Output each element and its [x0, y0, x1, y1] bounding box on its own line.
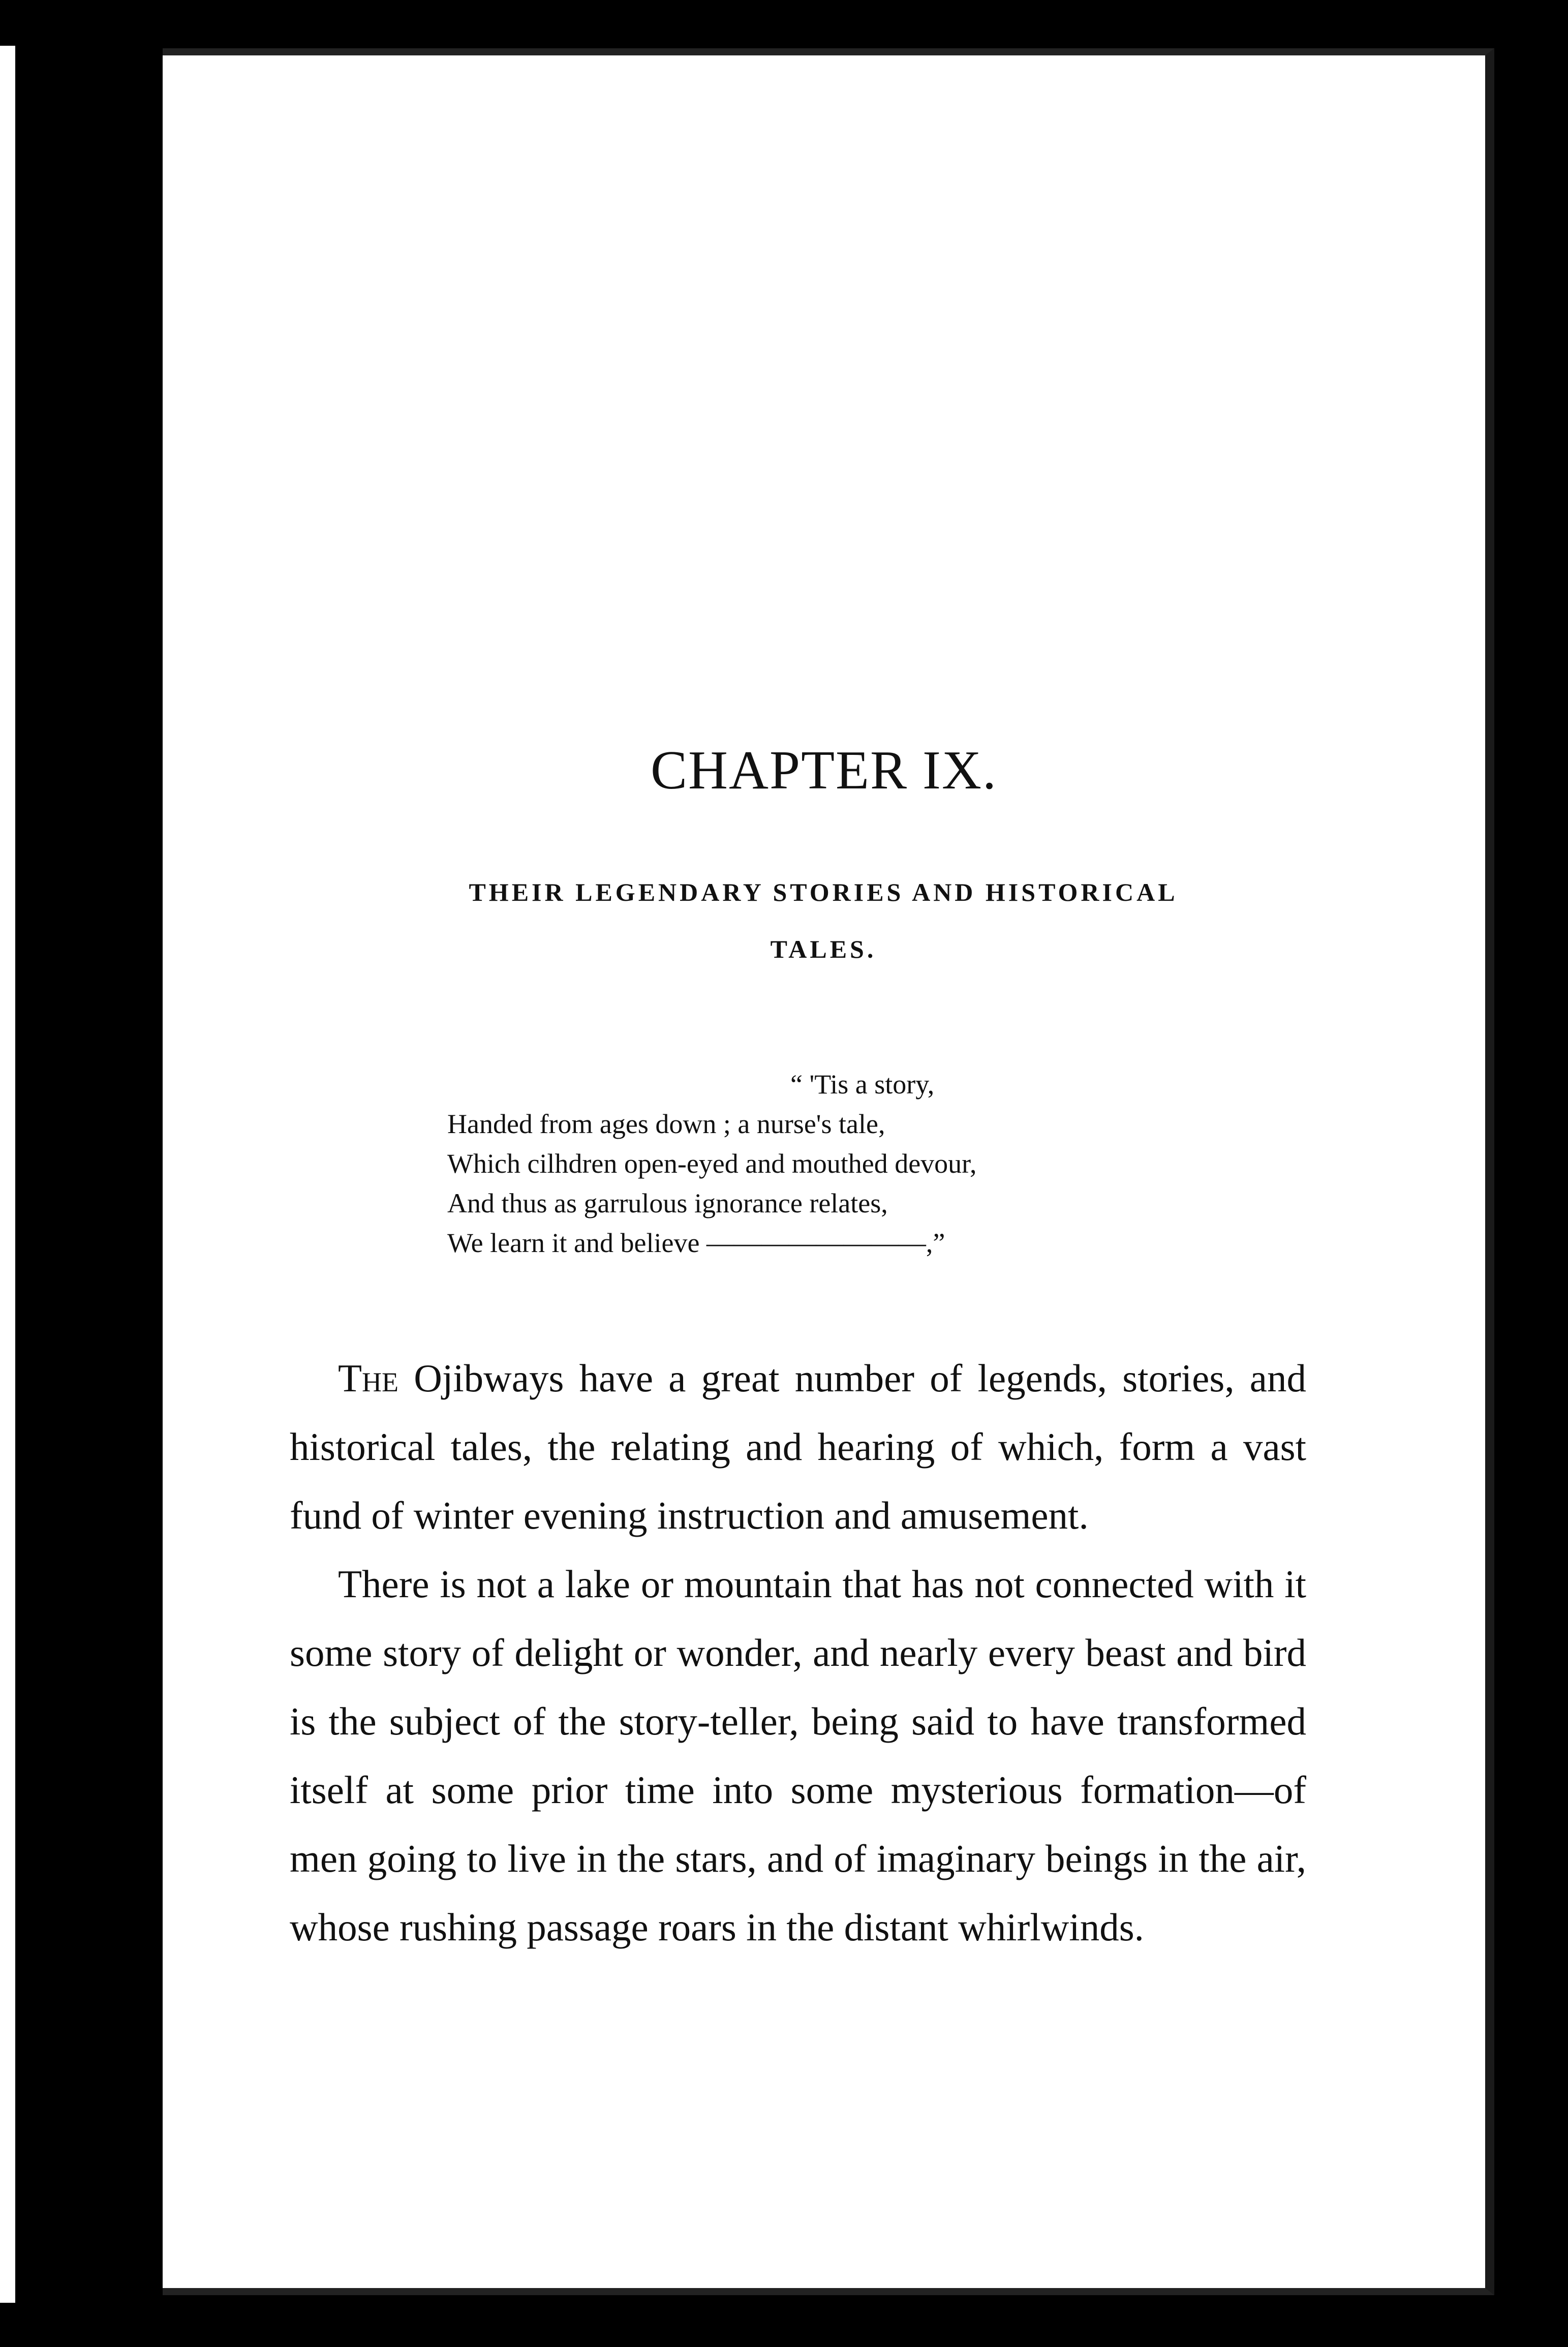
- epigraph-line: We learn it and believe ————————,”: [447, 1228, 945, 1258]
- epigraph-line: And thus as garrulous ignorance relates,: [447, 1188, 888, 1218]
- paragraph-1: [290, 1344, 1306, 1550]
- body-text: [290, 1344, 1306, 1962]
- epigraph-line: Handed from ages down ; a nurse's tale,: [447, 1109, 885, 1139]
- chapter-subtitle: [346, 864, 1301, 978]
- binding-gutter: [0, 0, 163, 2347]
- adjacent-page-edge: [0, 46, 15, 2303]
- subtitle-line-2: TALES.: [770, 935, 877, 963]
- epigraph-line: “ 'Tis a story,: [790, 1069, 935, 1100]
- epigraph: [447, 1064, 976, 1263]
- paragraph-lead-word: The: [338, 1356, 399, 1400]
- epigraph-line: Which cilhdren open-eyed and mouthed devour,: [447, 1148, 977, 1179]
- book-page: [163, 48, 1494, 2295]
- paragraph-1-text: Ojibways have a great number of legends, stories, and historical tales, the relating and hearing of which, form a vast fund of winter evening instruction and amusement.: [290, 1356, 1306, 1537]
- subtitle-line-1: THEIR LEGENDARY STORIES AND HISTORICAL: [469, 878, 1178, 906]
- paragraph-2: There is not a lake or mountain that has not connected with it some story of delight or wonder, and nearly every beast and bird is the subject of the story-teller, being said to have transformed itself at some prior time into some mysterious formation—of men going to live in the stars, and of imaginary beings in the air, whose rushing passage roars in the distant whirlwinds.: [290, 1562, 1306, 1949]
- chapter-title: CHAPTER IX.: [650, 740, 998, 801]
